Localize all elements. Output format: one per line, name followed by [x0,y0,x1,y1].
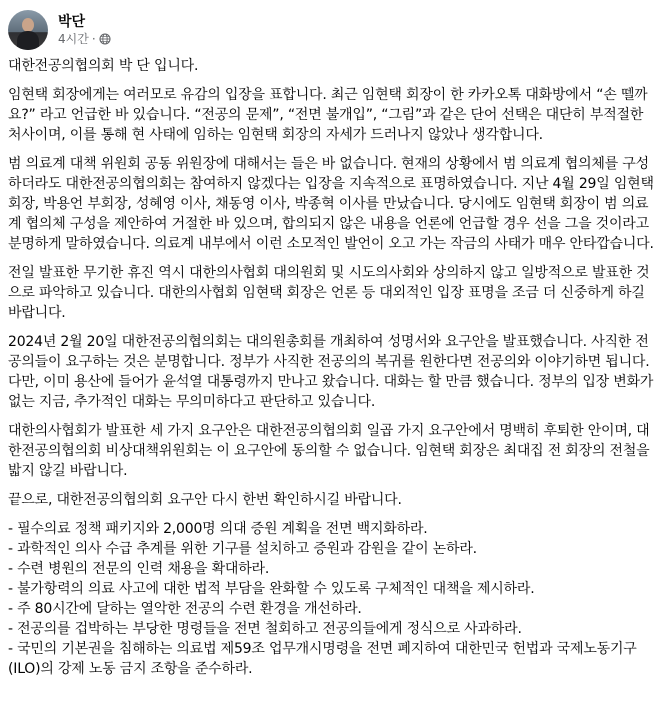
post-time[interactable]: 4시간 [58,32,89,46]
list-item: - 주 80시간에 달하는 열악한 전공의 수련 환경을 개선하라. [8,601,362,617]
post-paragraph: 범 의료계 대책 위원회 공동 위원장에 대해서는 들은 바 없습니다. 현재의 상황에서 범 의료계 협의체를 구성하더라도 대한전공의협의회는 참여하지 않겠다는 입장을 지속적으로 표명하였습니다. 지난 4월 29일 임현택 회장, 박용언 부회장, 성혜영 이사, 채동영 이사, 박종혁 이사를 만났습니다. 당시에도 임현택 회장이 범 의료계 협의체 구성을 제안하여 거절한 바 있으며, 합의되지 않은 내용을 언론에 언급할 경우 선을 그을 것이라고 분명하게 말하였습니다. 의료계 내부에서 이런 소모적인 발언이 오고 가는 작금의 사태가 매우 안타깝습니다. [8,156,654,252]
dot-separator: · [91,32,96,46]
avatar-body [17,31,39,50]
list-item: - 필수의료 정책 패키지와 2,000명 의대 증원 계획을 전면 백지화하라. [8,521,428,537]
post-body [8,56,656,679]
post-paragraph: 끝으로, 대한전공의협의회 요구안 다시 한번 확인하시길 바랍니다. [8,492,402,508]
demands-list [8,519,656,679]
globe-icon[interactable] [99,33,111,45]
author-name[interactable]: 박단 [58,14,86,30]
avatar-head [22,18,34,32]
post-paragraph: 전일 발표한 무기한 휴진 역시 대한의사협회 대의원회 및 시도의사회와 상의하지 않고 일방적으로 발표한 것으로 파악하고 있습니다. 대한의사협회 임현택 회장은 언론 등 대외적인 입장 표명을 조금 더 신중하게 하길 바랍니다. [8,265,650,321]
post-header [8,8,111,52]
post-greeting: 대한전공의협의회 박 단 입니다. [8,58,199,74]
post-subline [58,31,111,47]
avatar[interactable] [8,10,48,50]
list-item: - 전공의를 겁박하는 부당한 명령들을 전면 철회하고 전공의들에게 정식으로 사과하라. [8,621,522,637]
post-paragraph: 임현택 회장에게는 여러모로 유감의 입장을 표합니다. 최근 임현택 회장이 한 카카오톡 대화방에서 “손 뗄까요?” 라고 언급한 바 있습니다. “전공의 문제”, “전면 불개입”, “그림”과 같은 단어 선택은 대단히 부적절한 처사이며, 이를 통해 현 사태에 임하는 임현택 회장의 자세가 드러나지 않았나 생각합니다. [8,87,648,143]
list-item: - 과학적인 의사 수급 추계를 위한 기구를 설치하고 증원과 감원을 같이 논하라. [8,541,477,557]
post-paragraph: 2024년 2월 20일 대한전공의협의회는 대의원총회를 개최하여 성명서와 요구안을 발표했습니다. 사직한 전공의들이 요구하는 것은 분명합니다. 정부가 사직한 전공의의 복귀를 원한다면 전공의와 이야기하면 됩니다. 다만, 이미 용산에 들어가 윤석열 대통령까지 만나고 왔습니다. 대화는 할 만큼 했습니다. 정부의 입장 변화가 없는 지금, 추가적인 대화는 무의미하다고 판단하고 있습니다. [8,334,654,410]
post-paragraph: 대한의사협회가 발표한 세 가지 요구안은 대한전공의협의회 일곱 가지 요구안에서 명백히 후퇴한 안이며, 대한전공의협의회 비상대책위원회는 이 요구안에 동의할 수 없습니다. 임현택 회장은 최대집 전 회장의 전철을 밟지 않길 바랍니다. [8,423,650,479]
list-item: - 국민의 기본권을 침해하는 의료법 제59조 업무개시명령을 전면 폐지하여 대한민국 헌법과 국제노동기구(ILO)의 강제 노동 금지 조항을 준수하라. [8,641,637,677]
list-item: - 불가항력의 의료 사고에 대한 법적 부담을 완화할 수 있도록 구체적인 대책을 제시하라. [8,581,535,597]
post-meta [58,13,111,47]
list-item: - 수련 병원의 전문의 인력 채용을 확대하라. [8,561,270,577]
